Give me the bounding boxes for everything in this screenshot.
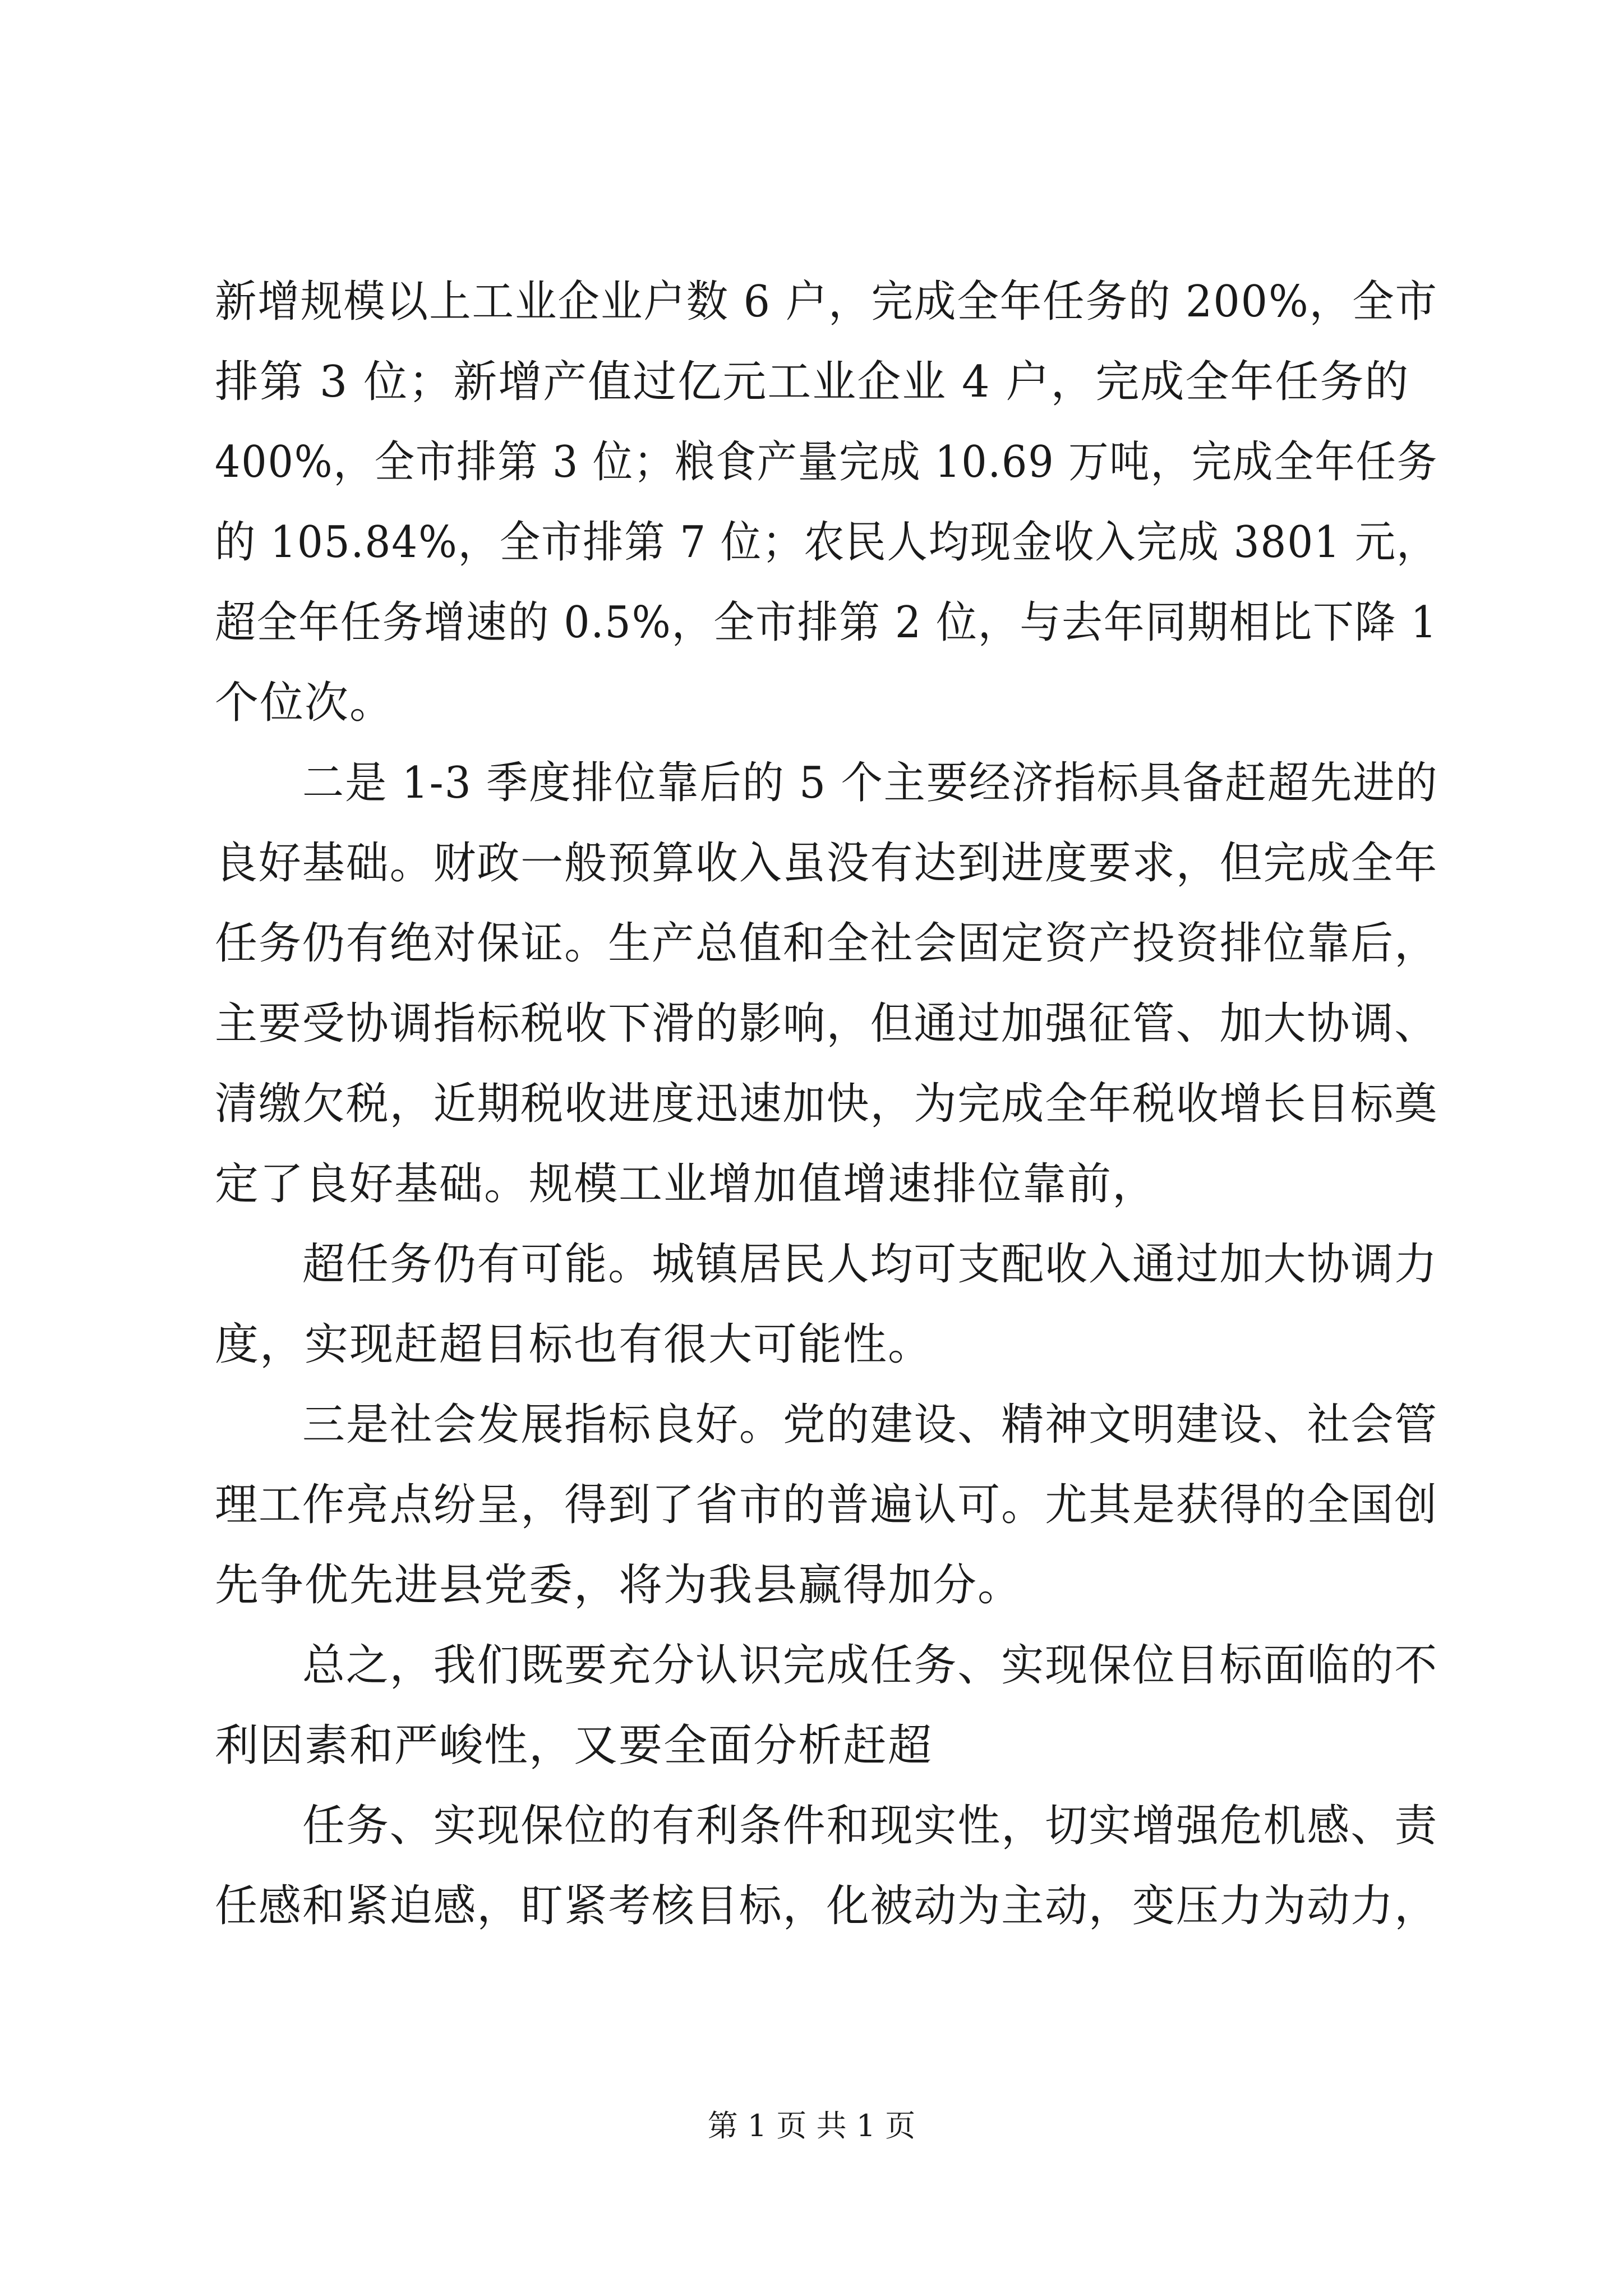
text-line: 超全年任务增速的 0.5%，全市排第 2 位，与去年同期相比下降 1 bbox=[215, 597, 1438, 648]
text-line: 定了良好基础。规模工业增加值增速排位靠前， bbox=[215, 1159, 1158, 1209]
text-line: 理工作亮点纷呈，得到了省市的普遍认可。尤其是获得的全国创 bbox=[215, 1480, 1438, 1530]
paragraph-start-line: 三是社会发展指标良好。党的建设、精神文明建设、社会管 bbox=[302, 1400, 1438, 1450]
text-line: 新增规模以上工业企业户数 6 户，完成全年任务的 200%，全市 bbox=[215, 277, 1438, 327]
text-line: 利因素和严峻性，又要全面分析赶超 bbox=[215, 1720, 933, 1771]
paragraph-start-line: 总之，我们既要充分认识完成任务、实现保位目标面临的不 bbox=[302, 1640, 1438, 1691]
text-line: 个位次。 bbox=[215, 678, 395, 728]
text-line: 任务仍有绝对保证。生产总值和全社会固定资产投资排位靠后， bbox=[215, 918, 1438, 969]
page-number-footer: 第 1 页 共 1 页 bbox=[707, 2108, 916, 2143]
text-line: 排第 3 位；新增产值过亿元工业企业 4 户，完成全年任务的 bbox=[215, 357, 1410, 407]
text-line: 任感和紧迫感，盯紧考核目标，化被动为主动，变压力为动力， bbox=[215, 1881, 1438, 1931]
paragraph-start-line: 超任务仍有可能。城镇居民人均可支配收入通过加大协调力 bbox=[302, 1239, 1438, 1290]
text-line: 清缴欠税，近期税收进度迅速加快，为完成全年税收增长目标奠 bbox=[215, 1079, 1438, 1129]
text-line: 良好基础。财政一般预算收入虽没有达到进度要求，但完成全年 bbox=[215, 838, 1438, 889]
text-line: 的 105.84%，全市排第 7 位；农民人均现金收入完成 3801 元， bbox=[215, 517, 1438, 568]
paragraph-start-line: 二是 1-3 季度排位靠后的 5 个主要经济指标具备赶超先进的 bbox=[302, 758, 1438, 808]
text-line: 主要受协调指标税收下滑的影响，但通过加强征管、加大协调、 bbox=[215, 999, 1438, 1049]
text-line: 400%，全市排第 3 位；粮食产量完成 10.69 万吨，完成全年任务 bbox=[215, 437, 1438, 487]
text-line: 先争优先进县党委，将为我县赢得加分。 bbox=[215, 1560, 1023, 1611]
paragraph-start-line: 任务、实现保位的有利条件和现实性，切实增强危机感、责 bbox=[302, 1801, 1438, 1851]
text-line: 度，实现赶超目标也有很大可能性。 bbox=[215, 1319, 933, 1370]
